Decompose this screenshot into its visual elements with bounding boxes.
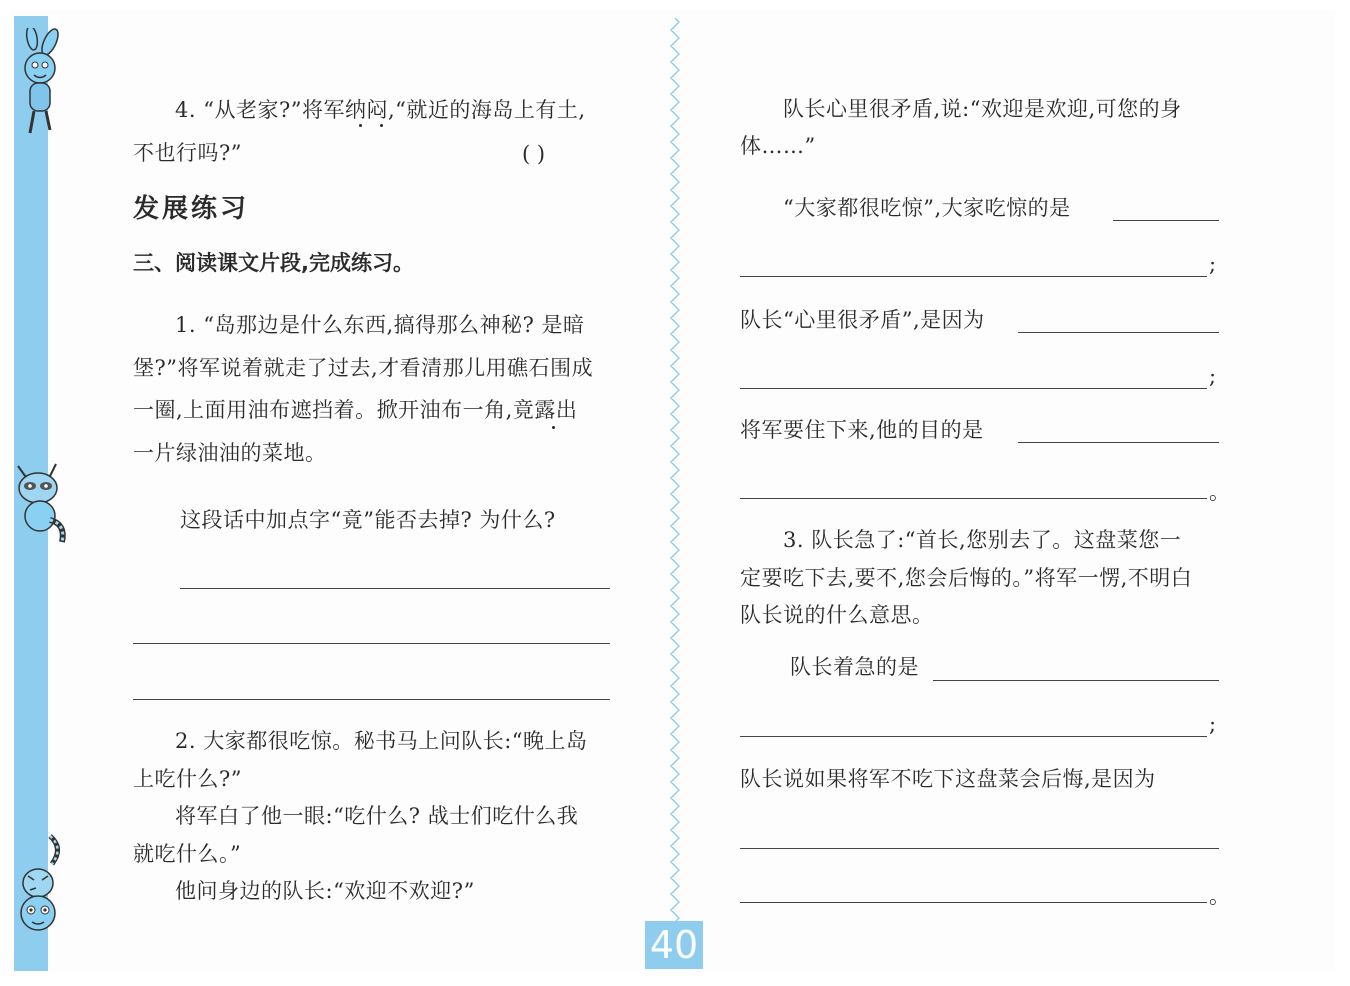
q4-line-1: 4. “从老家?”将军纳闷,“就近的海岛上有土, [175,98,586,122]
question-purpose: 将军要住下来,他的目的是 [740,418,984,442]
passage-1-line-3: 一圈,上面用油布遮挡着。掀开油布一角,竟露出 [133,398,578,422]
rabbit-icon [10,28,70,147]
raccoon-icon [10,458,72,554]
answer-line[interactable] [740,276,1207,277]
emphasis-dot [380,124,383,127]
question-regret: 队长说如果将军不吃下这盘菜会后悔,是因为 [740,767,1156,791]
emphasis-dot [359,124,362,127]
passage-3-line-2: 定要吃下去,要不,您会后悔的。”将军一愣,不明白 [740,566,1193,590]
q4-line-2: 不也行吗?” [133,141,242,165]
semicolon: ; [1209,252,1217,276]
passage-1-line-2: 堡?”将军说着就走了过去,才看清那儿用礁石围成 [133,356,594,380]
passage-3-line-3: 队长说的什么意思。 [740,603,934,627]
passage-2-line-3: 将军白了他一眼:“吃什么? 战士们吃什么我 [175,804,579,828]
answer-line[interactable] [740,388,1207,389]
passage-1-question: 这段话中加点字“竟”能否去掉? 为什么? [180,508,556,532]
question-conflict: 队长“心里很矛盾”,是因为 [740,308,985,332]
answer-line[interactable] [933,680,1219,681]
page-number: 40 [645,921,703,969]
answer-line[interactable] [740,848,1219,849]
passage-1-line-1: 1. “岛那边是什么东西,搞得那么神秘? 是暗 [175,313,585,337]
passage-2-cont-line-1: 队长心里很矛盾,说:“欢迎是欢迎,可您的身 [783,97,1182,121]
passage-2-line-2: 上吃什么?” [133,767,242,791]
page-divider [670,18,680,923]
answer-line[interactable] [133,643,610,644]
passage-3-line-1: 3. 队长急了:“首长,您别去了。这盘菜您一 [783,528,1182,552]
answer-line[interactable] [1018,332,1219,333]
passage-2-line-1: 2. 大家都很吃惊。秘书马上问队长:“晚上岛 [175,729,588,753]
tiger-icon [10,828,72,942]
part-heading: 三、阅读课文片段,完成练习。 [133,251,414,275]
question-surprise: “大家都很吃惊”,大家吃惊的是 [783,196,1071,220]
answer-line[interactable] [740,736,1207,737]
period: 。 [1209,884,1230,908]
answer-line[interactable] [740,498,1207,499]
emphasis-dot [552,426,555,429]
passage-2-line-5: 他问身边的队长:“欢迎不欢迎?” [175,879,475,903]
passage-2-line-4: 就吃什么。” [133,842,242,866]
semicolon: ; [1209,712,1217,736]
passage-1-line-4: 一片绿油油的菜地。 [133,441,327,465]
question-anxious: 队长着急的是 [790,655,919,679]
answer-line[interactable] [740,902,1207,903]
period: 。 [1209,480,1230,504]
answer-line[interactable] [1018,442,1219,443]
answer-line[interactable] [180,588,610,589]
passage-2-cont-line-2: 体……” [740,134,816,158]
answer-parentheses: ( ) [522,142,546,166]
semicolon: ; [1209,364,1217,388]
section-title: 发展练习 [133,194,250,224]
answer-line[interactable] [133,699,610,700]
answer-line[interactable] [1113,220,1219,221]
